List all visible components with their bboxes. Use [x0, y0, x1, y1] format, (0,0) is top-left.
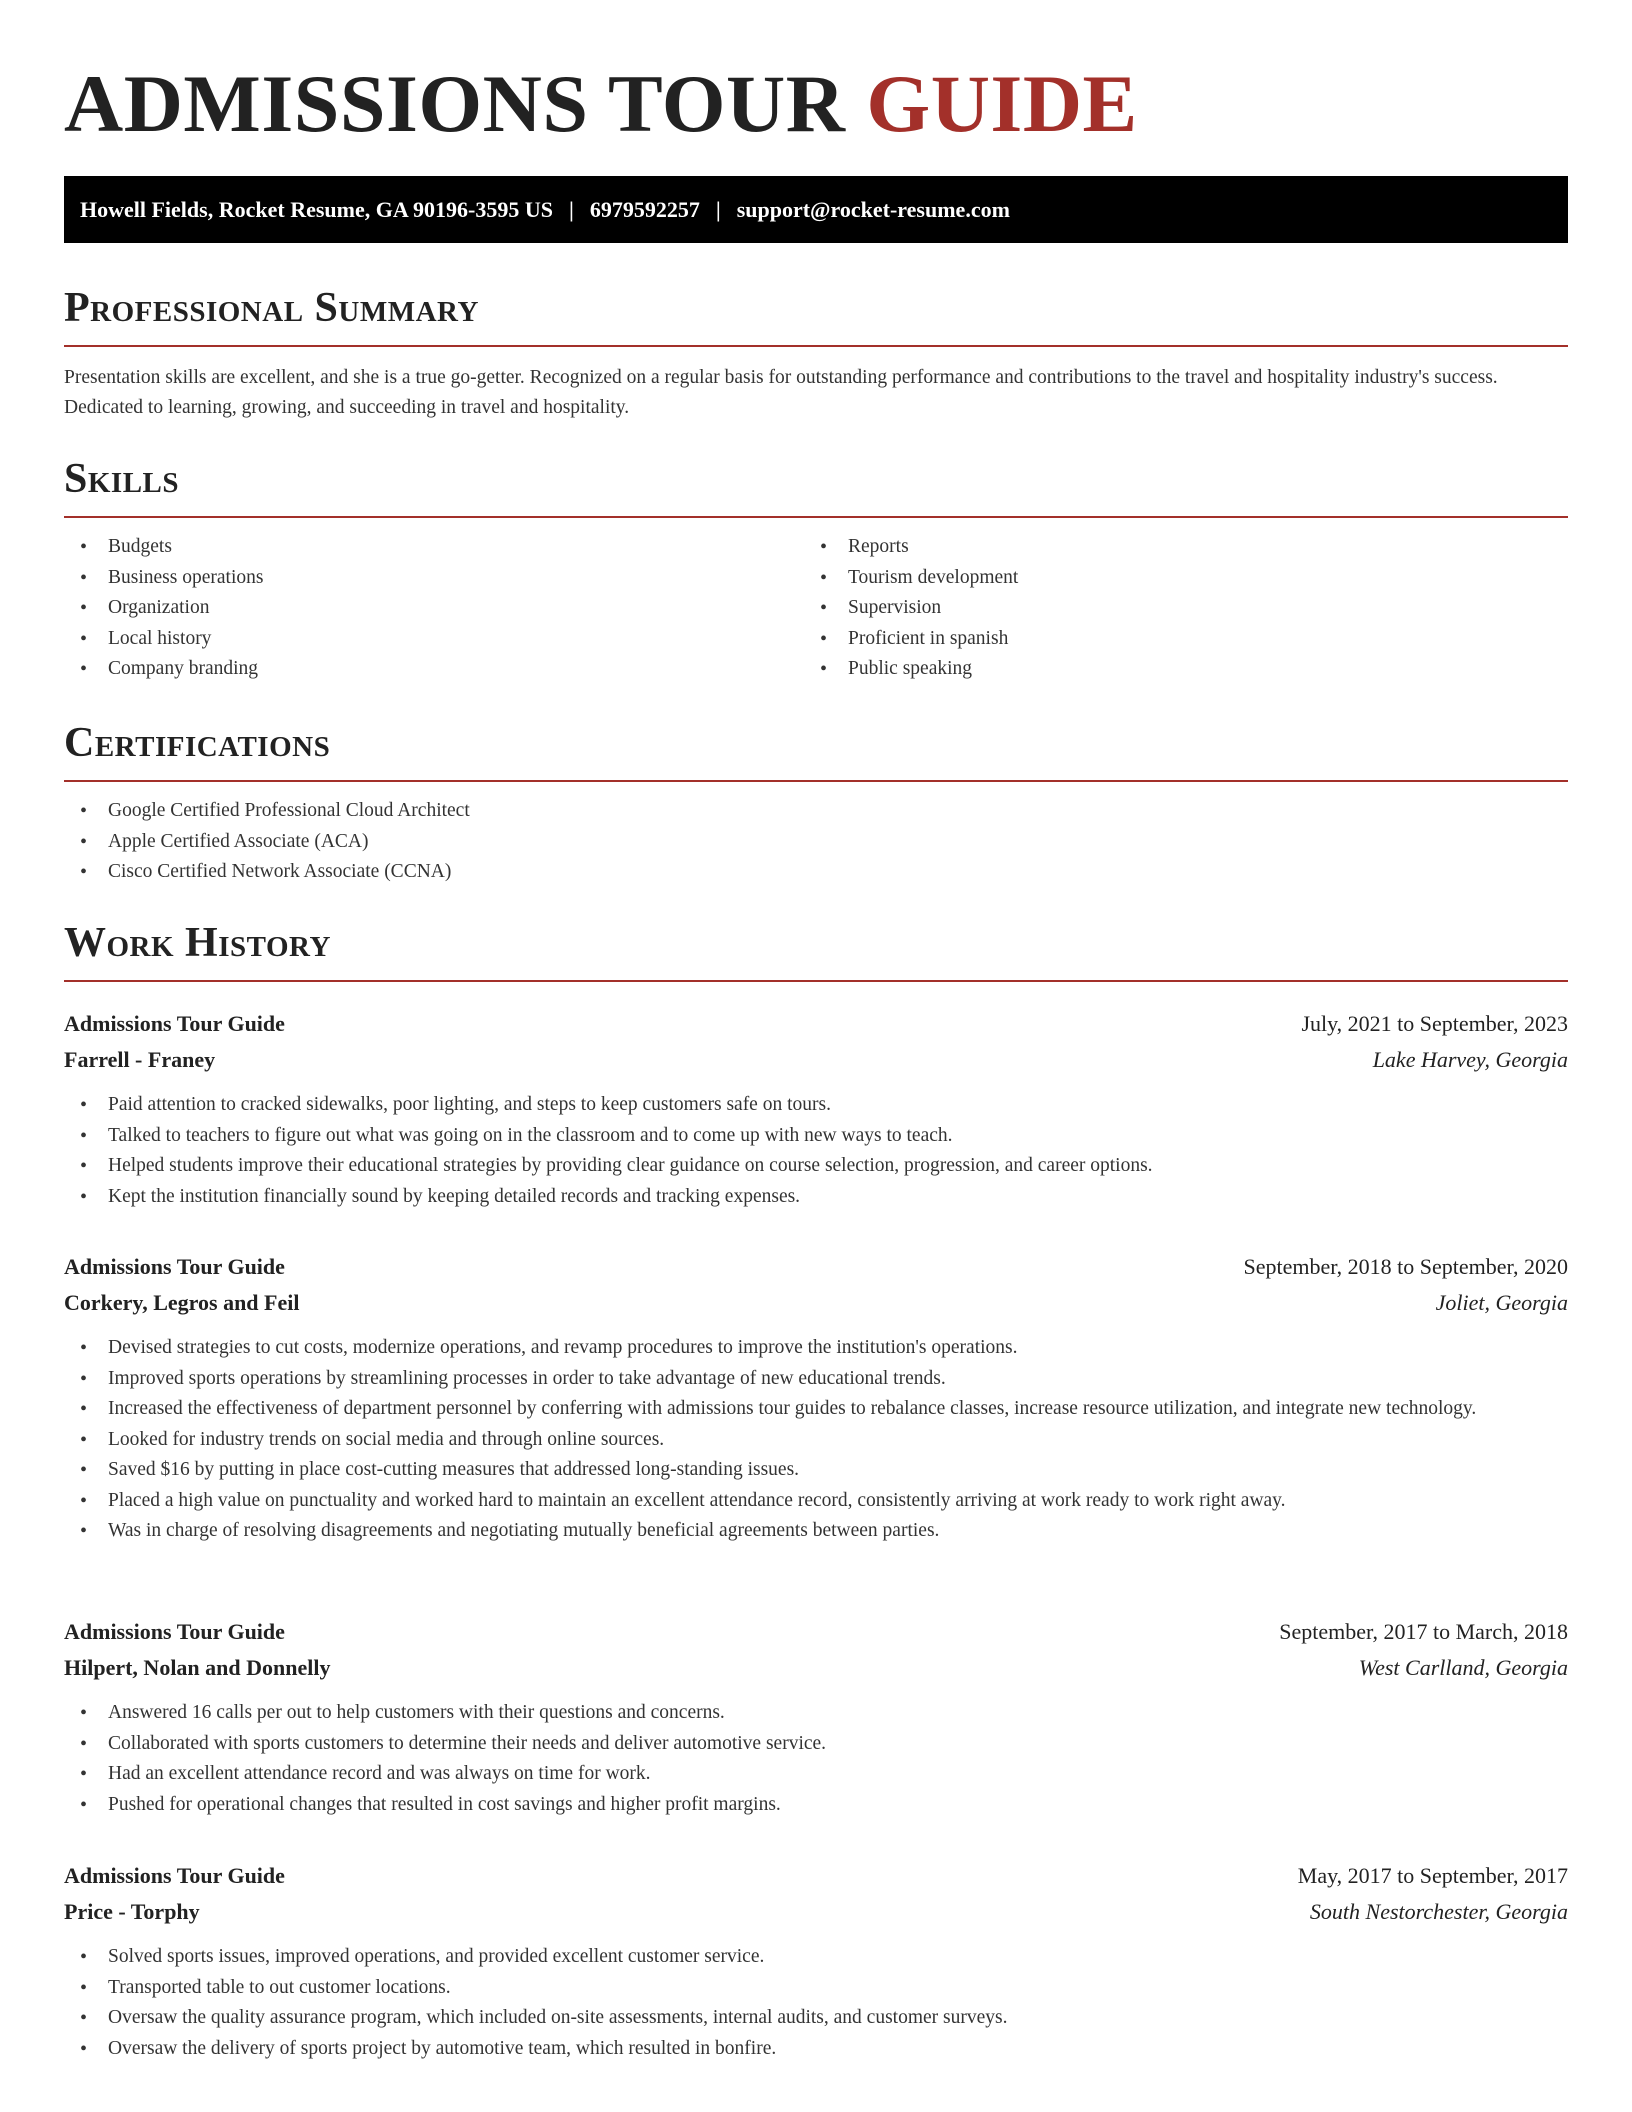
certification-item: • Google Certified Professional Cloud Architect [64, 796, 1568, 827]
certification-item: • Apple Certified Associate (ACA) [64, 827, 1568, 858]
job-bullet: • Oversaw the quality assurance program, which included on-site assessments, internal audits, and customer surveys. [64, 2003, 1568, 2034]
job-bullet: • Increased the effectiveness of department personnel by conferring with admissions tour guides to rebalance classes, increase resource utilization, and integrate new technology. [64, 1394, 1568, 1425]
job-bullet: • Improved sports operations by streamlining processes in order to take advantage of new educational trends. [64, 1364, 1568, 1395]
job-title: Admissions Tour Guide [64, 1863, 285, 1888]
job-bullet: • Transported table to out customer locations. [64, 1973, 1568, 2004]
title-accent: GUIDE [866, 58, 1138, 149]
job-subheader [64, 1285, 1568, 1321]
job-bullet: • Placed a high value on punctuality and worked hard to maintain an excellent attendance record, consistently arriving at work ready to work right away. [64, 1486, 1568, 1517]
job-bullets [64, 1942, 1568, 2064]
job-bullet: • Pushed for operational changes that resulted in cost savings and higher profit margins. [64, 1790, 1568, 1821]
summary-text: Presentation skills are excellent, and she is a true go-getter. Recognized on a regular basis for outstanding performance and contributions to the travel and hospitality industry's success. Dedicated to learning, growing, and succeeding in travel and hospitality. [64, 367, 1498, 418]
job-dates: September, 2017 to March, 2018 [1279, 1619, 1568, 1644]
job-bullet: • Talked to teachers to figure out what was going on in the classroom and to come up with new ways to teach. [64, 1121, 1568, 1152]
work-history-heading: Work History [64, 920, 331, 966]
skill-item: • Local history [64, 624, 804, 655]
certification-item: • Cisco Certified Network Associate (CCNA) [64, 857, 1568, 888]
contact-address: Howell Fields, Rocket Resume, GA 90196-3595 US [80, 196, 553, 222]
certifications-list [64, 796, 1568, 888]
contact-separator: | [568, 196, 574, 222]
job-title: Admissions Tour Guide [64, 1254, 285, 1279]
job-bullet: • Saved $16 by putting in place cost-cutting measures that addressed long-standing issues. [64, 1455, 1568, 1486]
job-entry [64, 1249, 1568, 1547]
section-divider [64, 780, 1568, 782]
contact-phone: 6979592257 [589, 196, 700, 222]
skill-item: • Public speaking [804, 654, 1544, 685]
job-dates: May, 2017 to September, 2017 [1297, 1863, 1568, 1888]
job-title: Admissions Tour Guide [64, 1011, 285, 1036]
job-company: Farrell - Franey [64, 1047, 216, 1072]
job-dates: September, 2018 to September, 2020 [1243, 1254, 1568, 1279]
skill-item: • Business operations [64, 563, 804, 594]
skills-heading: Skills [64, 456, 180, 502]
skills-list-left [64, 532, 804, 685]
job-bullet: • Helped students improve their educational strategies by providing clear guidance on course selection, progression, and career options. [64, 1151, 1568, 1182]
skill-item: • Organization [64, 593, 804, 624]
job-header [64, 1249, 1568, 1285]
job-company: Corkery, Legros and Feil [64, 1290, 300, 1315]
job-header [64, 1006, 1568, 1042]
skill-item: • Proficient in spanish [804, 624, 1544, 655]
job-bullet: • Paid attention to cracked sidewalks, poor lighting, and steps to keep customers safe on tours. [64, 1090, 1568, 1121]
job-location: South Nestorchester, Georgia [1309, 1899, 1568, 1924]
section-divider [64, 980, 1568, 982]
job-company: Price - Torphy [64, 1899, 200, 1924]
work-history-section [64, 918, 1568, 982]
job-company: Hilpert, Nolan and Donnelly [64, 1655, 331, 1680]
job-title: Admissions Tour Guide [64, 1619, 285, 1644]
job-bullet: • Collaborated with sports customers to determine their needs and deliver automotive service. [64, 1729, 1568, 1760]
job-bullet: • Looked for industry trends on social media and through online sources. [64, 1425, 1568, 1456]
section-divider [64, 345, 1568, 347]
job-bullet: • Devised strategies to cut costs, modernize operations, and revamp procedures to improve the institution's operations. [64, 1333, 1568, 1364]
skill-item: • Reports [804, 532, 1544, 563]
job-location: Joliet, Georgia [1435, 1290, 1568, 1315]
skill-item: • Company branding [64, 654, 804, 685]
skills-columns [64, 532, 1568, 685]
job-location: West Carlland, Georgia [1358, 1655, 1568, 1680]
job-subheader [64, 1042, 1568, 1078]
title-main: ADMISSIONS TOUR [64, 58, 867, 149]
job-entry [64, 1858, 1568, 2064]
job-bullets [64, 1090, 1568, 1212]
certifications-section [64, 718, 1568, 888]
job-location: Lake Harvey, Georgia [1372, 1047, 1568, 1072]
skill-item: • Tourism development [804, 563, 1544, 594]
job-bullets [64, 1698, 1568, 1820]
job-bullet: • Oversaw the delivery of sports project by automotive team, which resulted in bonfire. [64, 2034, 1568, 2065]
contact-email: support@rocket-resume.com [736, 196, 1010, 222]
job-header [64, 1614, 1568, 1650]
skill-item: • Supervision [804, 593, 1544, 624]
certifications-heading: Certifications [64, 720, 331, 766]
summary-heading: Professional Summary [64, 285, 479, 331]
skills-list-right [804, 532, 1544, 685]
section-divider [64, 516, 1568, 518]
job-subheader [64, 1650, 1568, 1686]
job-bullet: • Answered 16 calls per out to help customers with their questions and concerns. [64, 1698, 1568, 1729]
job-bullets [64, 1333, 1568, 1547]
skill-item: • Budgets [64, 532, 804, 563]
job-dates: July, 2021 to September, 2023 [1301, 1011, 1568, 1036]
job-subheader [64, 1894, 1568, 1930]
contact-bar [64, 176, 1568, 243]
job-entry [64, 1006, 1568, 1212]
skills-section [64, 454, 1568, 685]
job-header [64, 1858, 1568, 1894]
page-title [64, 58, 1138, 150]
job-bullet: • Kept the institution financially sound by keeping detailed records and tracking expenses. [64, 1182, 1568, 1213]
job-bullet: • Solved sports issues, improved operations, and provided excellent customer service. [64, 1942, 1568, 1973]
job-entry [64, 1614, 1568, 1820]
contact-separator: | [715, 196, 721, 222]
summary-section [64, 283, 1568, 423]
job-bullet: • Had an excellent attendance record and was always on time for work. [64, 1759, 1568, 1790]
job-bullet: • Was in charge of resolving disagreements and negotiating mutually beneficial agreements between parties. [64, 1516, 1568, 1547]
